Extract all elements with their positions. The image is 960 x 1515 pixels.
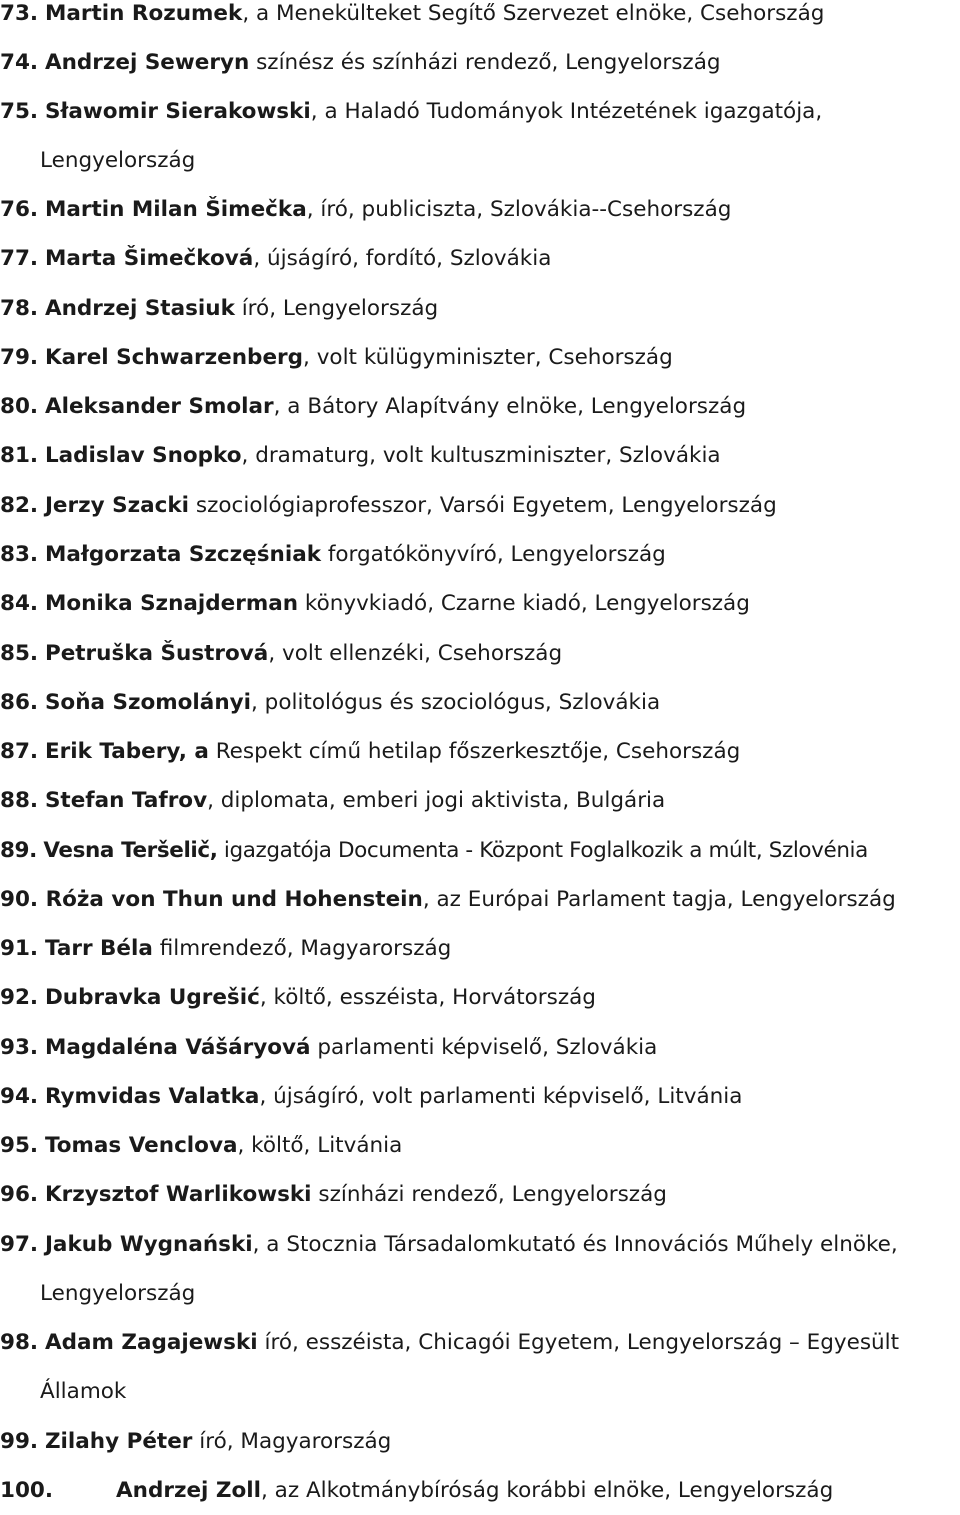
person-description: igazgatója Documenta - Központ Foglalkozik a múlt, Szlovénia [217,838,868,863]
item-number: 74. [0,50,39,75]
list-item [0,678,958,727]
person-description: , író, publicisztа, Szlovákia--Csehország [306,197,732,222]
list-item [0,38,958,87]
item-number: 88. [0,788,39,813]
person-description: , költő, Litvánia [237,1133,403,1158]
person-description: , az Alkotmánybíróság korábbi elnöke, Lengyelország [261,1478,834,1503]
person-description: szociológiaprofesszor, Varsói Egyetem, Lengyelország [189,493,777,518]
person-name: Petruška Šustrová [44,641,269,666]
person-description: filmrendező, Magyarország [152,936,452,961]
item-number: 97. [0,1232,39,1257]
person-name: Andrzej Seweryn [44,50,250,75]
list-item [0,1318,958,1367]
person-name: Tarr Béla [44,936,153,961]
item-number: 76. [0,197,39,222]
person-name: Adam Zagajewski [44,1330,258,1355]
item-number: 79. [0,345,39,370]
person-description: , a Menekülteket Segítő Szervezet elnöke, Csehország [242,1,825,26]
list-item [0,973,958,1022]
item-number: 98. [0,1330,39,1355]
person-description: színházi rendező, Lengyelország [311,1182,667,1207]
person-name: Andrzej Zoll [116,1478,261,1503]
person-name: Tomas Venclova [44,1133,238,1158]
list-item-continuation: Lengyelország [40,148,196,173]
person-description: , az Európai Parlament tagja, Lengyelország [422,887,896,912]
item-number: 96. [0,1182,39,1207]
person-name: Jakub Wygnański [44,1232,253,1257]
person-name: Martin Milan Šimečka [44,197,307,222]
person-description: könyvkiadó, Czarne kiadó, Lengyelország [298,591,750,616]
item-number: 94. [0,1084,39,1109]
list-item [0,1220,958,1269]
list-item [0,1023,958,1072]
list-item [0,382,958,431]
item-number: 75. [0,99,39,124]
person-description: Respekt című hetilap főszerkesztője, Csehország [208,739,741,764]
item-number: 92. [0,985,39,1010]
item-number: 91. [0,936,39,961]
person-name: Dubravka Ugrešić [44,985,260,1010]
item-number: 86. [0,690,39,715]
item-number: 80. [0,394,39,419]
item-number: 78. [0,296,39,321]
person-description: , volt külügyminiszter, Csehország [303,345,673,370]
person-name: Jerzy Szacki [44,493,190,518]
list-item [0,776,958,825]
person-name: Soňa Szomolányi [44,690,252,715]
person-description: író, Lengyelország [234,296,439,321]
item-number: 100. [0,1478,54,1503]
item-number: 84. [0,591,39,616]
list-item-continuation: Lengyelország [40,1281,196,1306]
list-item [0,924,958,973]
person-name: Małgorzata Szczęśniak [44,542,321,567]
person-description: író, esszéista, Chicagói Egyetem, Lengyelország – Egyesült [257,1330,900,1355]
person-description: , diplomata, emberi jogi aktivista, Bulgária [207,788,666,813]
person-name: Vesna Teršelič, [43,838,218,863]
person-description: , költő, esszéista, Horvátország [259,985,596,1010]
list-item [0,234,958,283]
list-item [0,1466,958,1515]
person-name: Krzysztof Warlikowski [44,1182,312,1207]
list-item [0,1072,958,1121]
person-name: Stefan Tafrov [44,788,208,813]
person-description: forgatókönyvíró, Lengyelország [321,542,666,567]
person-description: író, Magyarország [192,1429,392,1454]
list-item [0,530,958,579]
person-name: Ladislav Snopko [44,443,242,468]
item-number: 85. [0,641,39,666]
list-item [0,87,958,136]
list-item [0,481,958,530]
person-description: , újságíró, fordító, Szlovákia [253,246,552,271]
list-item [0,284,958,333]
person-name: Karel Schwarzenberg [44,345,304,370]
list-item-continuation: Államok [40,1379,127,1404]
list-item [0,727,958,776]
person-description: , dramaturg, volt kultuszminiszter, Szlovákia [241,443,721,468]
item-number: 87. [0,739,39,764]
person-name: Andrzej Stasiuk [44,296,235,321]
person-name: Marta Šimečková [44,246,254,271]
person-name: Magdaléna Vášáryová [44,1035,311,1060]
person-description: , újságíró, volt parlamenti képviselő, Litvánia [259,1084,743,1109]
person-name: Róża von Thun und Hohenstein [45,887,423,912]
list-item [0,1170,958,1219]
list-item [0,875,958,924]
person-name: Monika Sznajderman [44,591,299,616]
list-item [0,431,958,480]
person-name: Aleksander Smolar [44,394,274,419]
item-number: 90. [0,887,46,912]
person-description: , politológus és szociológus, Szlovákia [251,690,661,715]
item-number: 99. [0,1429,39,1454]
person-name: Sławomir Sierakowski [44,99,311,124]
item-number: 95. [0,1133,39,1158]
item-number: 77. [0,246,39,271]
item-number: 73. [0,1,39,26]
item-number: 83. [0,542,39,567]
list-item [0,1417,958,1466]
list-item [0,629,958,678]
person-description: , a Haladó Tudományok Intézetének igazgatója, [310,99,823,124]
item-number: 82. [0,493,39,518]
item-number: 81. [0,443,39,468]
item-number: 89. [0,838,37,863]
list-item [0,0,958,38]
person-name: Zilahy Péter [44,1429,193,1454]
list-item [0,826,958,875]
list-item [0,579,958,628]
list-item [0,1121,958,1170]
person-name: Martin Rozumek [44,1,243,26]
list-item [0,185,958,234]
person-name: Erik Tabery, a [44,739,209,764]
person-description: , a Stocznia Társadalomkutató és Innovációs Műhely elnöke, [252,1232,898,1257]
list-item [0,333,958,382]
person-description: színész és színházi rendező, Lengyelország [249,50,721,75]
person-name: Rymvidas Valatka [44,1084,260,1109]
person-description: , a Bátory Alapítvány elnöke, Lengyelország [273,394,747,419]
item-number: 93. [0,1035,39,1060]
person-description: parlamenti képviselő, Szlovákia [310,1035,658,1060]
person-description: , volt ellenzéki, Csehország [268,641,563,666]
